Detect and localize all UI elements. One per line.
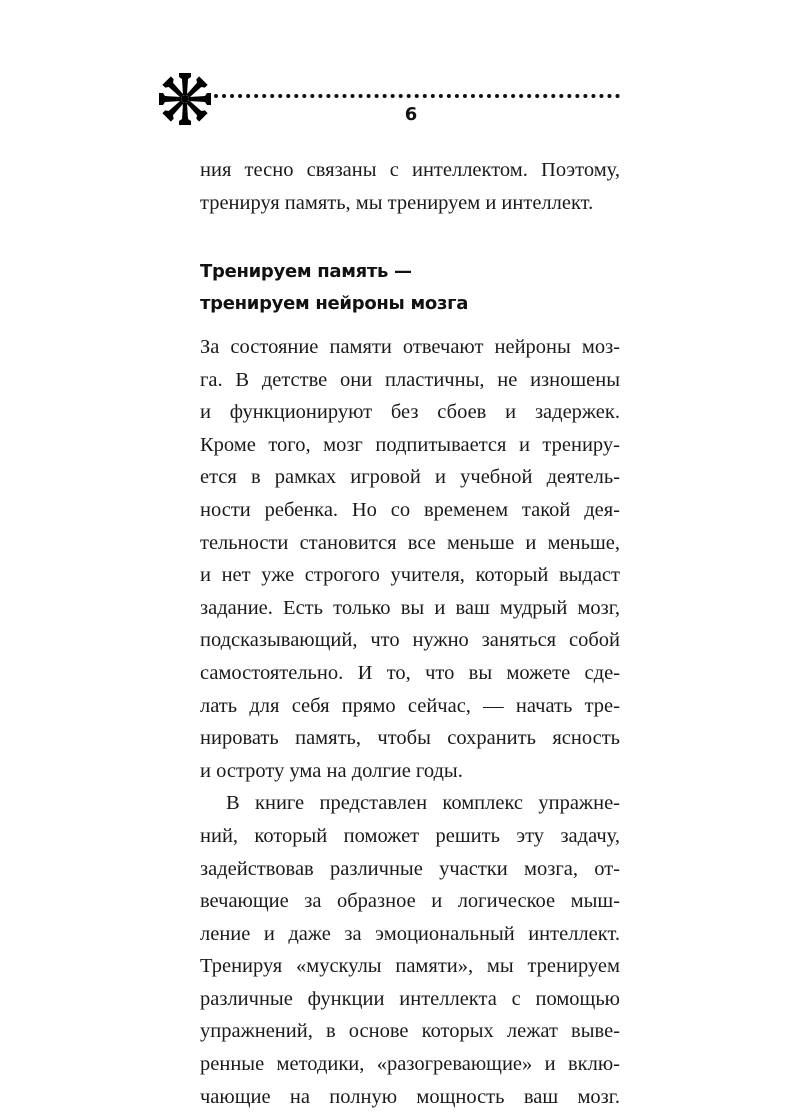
page-number: 6 xyxy=(404,104,418,125)
text-line: ния тесно связаны с интеллектом. Поэтому, xyxy=(200,159,620,181)
text-line: ренные методики, «разогревающие» и вклю- xyxy=(200,1053,620,1076)
heading-line: Тренируем память — xyxy=(200,261,412,282)
body-text xyxy=(200,331,620,1113)
text-line: Тренируя «мускулы памяти», мы тренируем xyxy=(200,955,620,978)
text-line: За состояние памяти отвечают нейроны моз- xyxy=(200,336,620,358)
heading-line: тренируем нейроны мозга xyxy=(200,293,469,314)
text-line: самостоятельно. И то, что вы можете сде- xyxy=(200,661,620,684)
text-line: и нет уже строгого учителя, который выдаст xyxy=(200,564,620,587)
text-line: задействовав различные участки мозга, от- xyxy=(200,857,620,880)
text-line: нировать память, чтобы сохранить ясность xyxy=(200,727,620,750)
asterisk-ornament-icon xyxy=(158,72,212,126)
text-line: лать для себя прямо сейчас, — начать тре- xyxy=(200,694,620,717)
text-line: подсказывающий, что нужно заняться собой xyxy=(200,629,620,652)
section-heading xyxy=(200,256,620,320)
header-dotted-rule xyxy=(214,94,620,98)
text-line: различные функции интеллекта с помощью xyxy=(200,987,620,1010)
text-line: В книге представлен комплекс упражне- xyxy=(226,792,620,815)
text-line: и функционируют без сбоев и задержек. xyxy=(200,401,620,424)
text-line: тренируя память, мы тренируем и интеллект. xyxy=(200,191,594,214)
text-line: упражнений, в основе которых лежат выве- xyxy=(200,1020,620,1043)
text-line: вечающие за образное и логическое мыш- xyxy=(200,890,620,913)
intro-text xyxy=(200,154,620,219)
text-line: ется в рамках игровой и учебной деятель- xyxy=(200,466,620,489)
text-line: Кроме того, мозг подпитывается и трениру- xyxy=(200,433,620,456)
text-line: га. В детстве они пластичны, не изношены xyxy=(200,368,620,391)
text-line: ление и даже за эмоциональный интеллект. xyxy=(200,922,620,945)
text-line: тельности становится все меньше и меньше, xyxy=(200,531,620,554)
text-line: ний, который поможет решить эту задачу, xyxy=(200,824,620,847)
text-line: ности ребенка. Но со временем такой дея- xyxy=(200,498,620,521)
text-line: задание. Есть только вы и ваш мудрый мозг, xyxy=(200,596,620,619)
text-line: и остроту ума на долгие годы. xyxy=(200,759,463,782)
text-line: чающие на полную мощность ваш мозг. xyxy=(200,1085,620,1108)
